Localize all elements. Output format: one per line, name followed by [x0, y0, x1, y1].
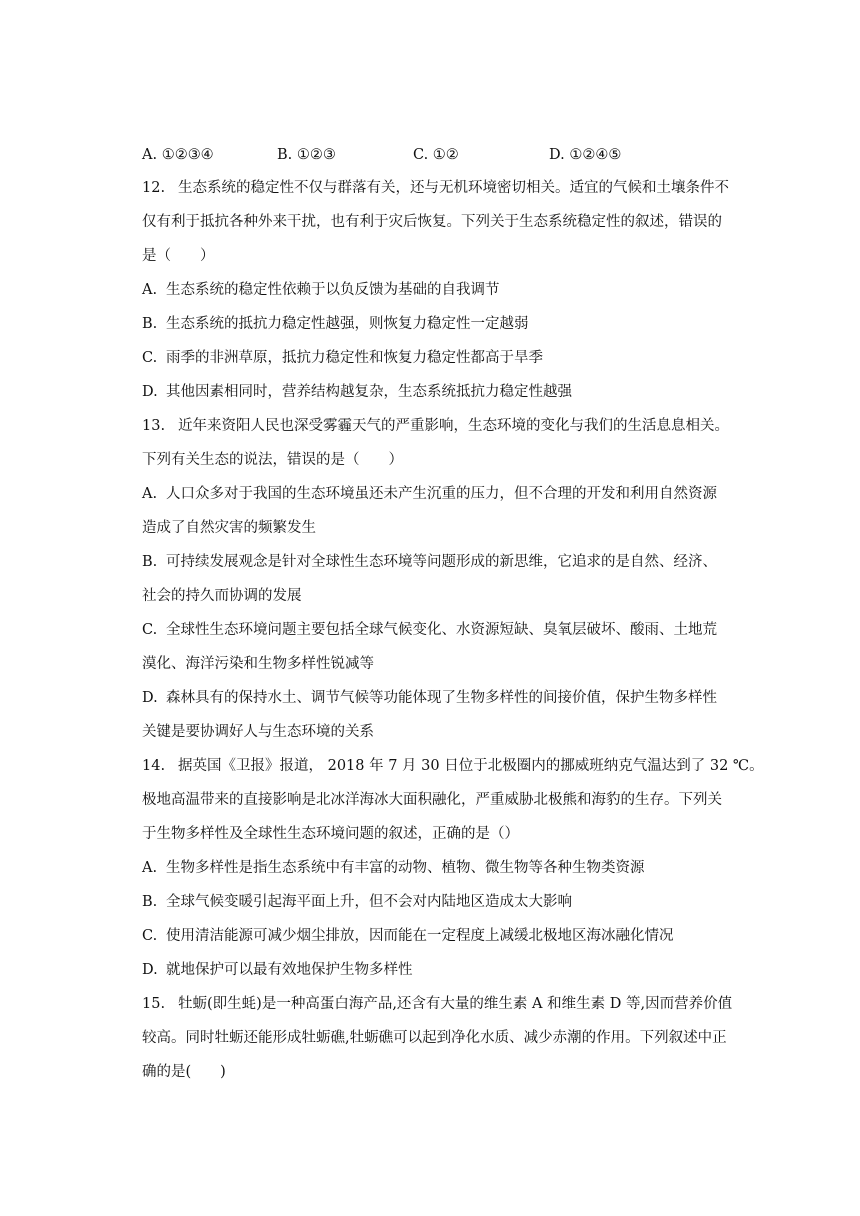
- answer-option-b: B. 全球气候变暖引起海平面上升，但不会对内陆地区造成太大影响: [142, 894, 572, 910]
- question-stem-line: 较高。同时牡蛎还能形成牡蛎礁,牡蛎礁可以起到净化水质、减少赤潮的作用。下列叙述中正: [142, 1030, 727, 1046]
- answer-option-b-continued: 社会的持久而协调的发展: [142, 588, 302, 604]
- question-stem-line: 13. 近年来资阳人民也深受雾霾天气的严重影响，生态环境的变化与我们的生活息息相关。: [142, 418, 729, 434]
- answer-option-c: C. 全球性生态环境问题主要包括全球气候变化、水资源短缺、臭氧层破坏、酸雨、土地荒: [142, 622, 717, 638]
- question-number: 13.: [142, 418, 166, 434]
- answer-option-c: C. 使用清洁能源可减少烟尘排放，因而能在一定程度上减缓北极地区海冰融化情况: [142, 928, 674, 944]
- question-number: 15.: [142, 996, 166, 1012]
- answer-option-c: C. 雨季的非洲草原，抵抗力稳定性和恢复力稳定性都高于旱季: [142, 350, 543, 366]
- answer-option-d: D. 森林具有的保持水土、调节气候等功能体现了生物多样性的间接价值，保护生物多样性: [142, 690, 717, 706]
- question-stem-line: 14. 据英国《卫报》报道， 2018 年 7 月 30 日位于北极圈内的挪威班纳克气温达到了 32 ℃。: [142, 758, 764, 774]
- question-stem-line: 于生物多样性及全球性生态环境问题的叙述，正确的是（）: [142, 826, 519, 842]
- answer-option-a: A. 人口众多对于我国的生态环境虽还未产生沉重的压力，但不合理的开发和利用自然资源: [142, 486, 717, 502]
- answer-option-a-continued: 造成了自然灾害的频繁发生: [142, 520, 316, 536]
- question-number: 12.: [142, 180, 166, 196]
- answer-option-d: D. 其他因素相同时，营养结构越复杂，生态系统抵抗力稳定性越强: [142, 384, 572, 400]
- answer-option-b: B. 可持续发展观念是针对全球性生态环境等问题形成的新思维，它追求的是自然、经济、: [142, 554, 717, 570]
- answer-option-c-continued: 漠化、海洋污染和生物多样性锐减等: [142, 656, 374, 672]
- question-stem-line: 15. 牡蛎(即生蚝)是一种高蛋白海产品,还含有大量的维生素 A 和维生素 D 等,因而营养价值: [142, 996, 733, 1012]
- answer-option-a: A. 生物多样性是指生态系统中有丰富的动物、植物、微生物等各种生物类资源: [142, 860, 645, 876]
- answer-option-a: A. 生态系统的稳定性依赖于以负反馈为基础的自我调节: [142, 282, 500, 298]
- question-stem-line: 是（ ）: [142, 248, 215, 264]
- option-d: D. ①②④⑤: [549, 147, 622, 163]
- question-stem-line: 极地高温带来的直接影响是北冰洋海冰大面积融化，严重威胁北极熊和海豹的生存。下列关: [142, 792, 722, 808]
- answer-option-b: B. 生态系统的抵抗力稳定性越强，则恢复力稳定性一定越弱: [142, 316, 529, 332]
- option-b: B. ①②③: [277, 147, 336, 163]
- answer-option-d-continued: 关键是要协调好人与生态环境的关系: [142, 724, 374, 740]
- question-stem-line: 12. 生态系统的稳定性不仅与群落有关，还与无机环境密切相关。适宜的气候和土壤条件不: [142, 180, 729, 196]
- question-stem-line: 下列有关生态的说法，错误的是（ ）: [142, 452, 403, 468]
- answer-option-d: D. 就地保护可以最有效地保护生物多样性: [142, 962, 413, 978]
- question-stem-line: 仅有利于抵抗各种外来干扰，也有利于灾后恢复。下列关于生态系统稳定性的叙述，错误的: [142, 214, 722, 230]
- question-number: 14.: [142, 758, 166, 774]
- option-a: A. ①②③④: [142, 147, 214, 163]
- option-c: C. ①②: [413, 147, 459, 163]
- question-stem-line: 确的是( ): [142, 1064, 226, 1080]
